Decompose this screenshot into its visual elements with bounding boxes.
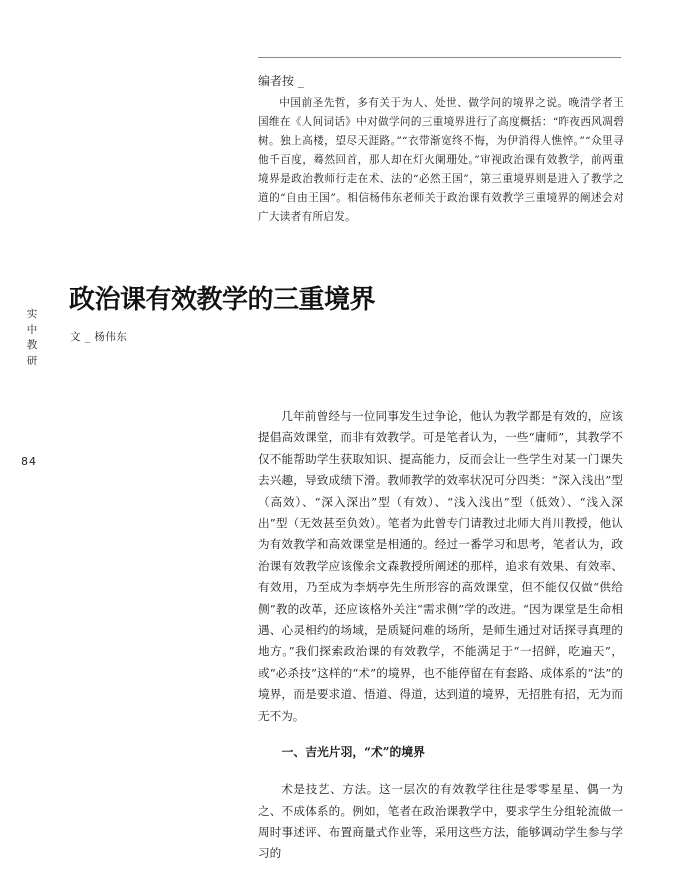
editor-note <box>258 72 624 227</box>
column-name-char: 中 <box>26 323 38 336</box>
header-rule <box>258 57 621 58</box>
column-name-char: 研 <box>26 354 38 367</box>
column-name <box>24 307 40 369</box>
author-byline: 文 _ 杨伟东 <box>70 331 128 343</box>
editor-note-body: 中国前圣先哲，多有关于为人、处世、做学问的境界之说。晚清学者王国维在《人间词话》中对做学问的三重境界进行了高度概括：“昨夜西风凋碧树。独上高楼，望尽天涯路。”“衣带渐宽终不悔，为伊消得人憔悴。”“众里寻他千百度，蓦然回首，那人却在灯火阑珊处。”审视政治课有效教学，前两重境界是政治教师行走在术、法的“必然王国”，第三重境界则是进入了教学之道的“自由王国”。相信杨伟东老师关于政治课有效教学三重境界的阐述会对广大读者有所启发。 <box>258 97 624 223</box>
column-name-char: 实 <box>26 308 38 320</box>
column-name-char: 教 <box>26 339 38 351</box>
editor-note-label: 编者按 _ <box>258 74 304 88</box>
article-title: 政治课有效教学的三重境界 <box>69 285 376 315</box>
body-paragraph: 几年前曾经与一位同事发生过争论，他认为教学都是有效的，应该提倡高效课堂，而非有效教学。可是笔者认为，一些“庸师”，其教学不仅不能帮助学生获取知识、提高能力，反而会让一些学生对某一门课失去兴趣，导致成绩下滑。教师教学的效率状况可分四类：“深入浅出”型（高效）、“深入深出”型（有效）、“浅入浅出”型（低效）、“浅入深出”型（无效甚至负效）。笔者为此曾专门请教过北师大肖川教授，他认为有效教学和高效课堂是相通的。经过一番学习和思考，笔者认为，政治课有效教学应该像余文森教授所阐述的那样，追求有效果、有效率、有效用，乃至成为李炳亭先生所形容的高效课堂，但不能仅仅做“供给侧”教的改革，还应该格外关注“需求侧”学的改进。“因为课堂是生命相遇、心灵相约的场域，是质疑问难的场所，是师生通过对话探寻真理的地方。”我们探索政治课的有效教学，不能满足于“一招鲜，吃遍天”，或“必杀技”这样的“术”的境界，也不能停留在有套路、成体系的“法”的境界，而是要求道、悟道、得道，达到道的境界，无招胜有招，无为而无不为。 <box>258 409 623 723</box>
article-body <box>258 406 623 865</box>
section-heading: 一、吉光片羽，“术”的境界 <box>281 745 425 760</box>
page-number: 84 <box>21 455 37 468</box>
body-paragraph: 术是技艺、方法。这一层次的有效教学往往是零零星星、偶一为之、不成体系的。例如，笔者在政治课教学中，要求学生分组轮流做一周时事述评、布置商量式作业等，采用这些方法，能够调动学生参与学习的 <box>258 782 623 861</box>
